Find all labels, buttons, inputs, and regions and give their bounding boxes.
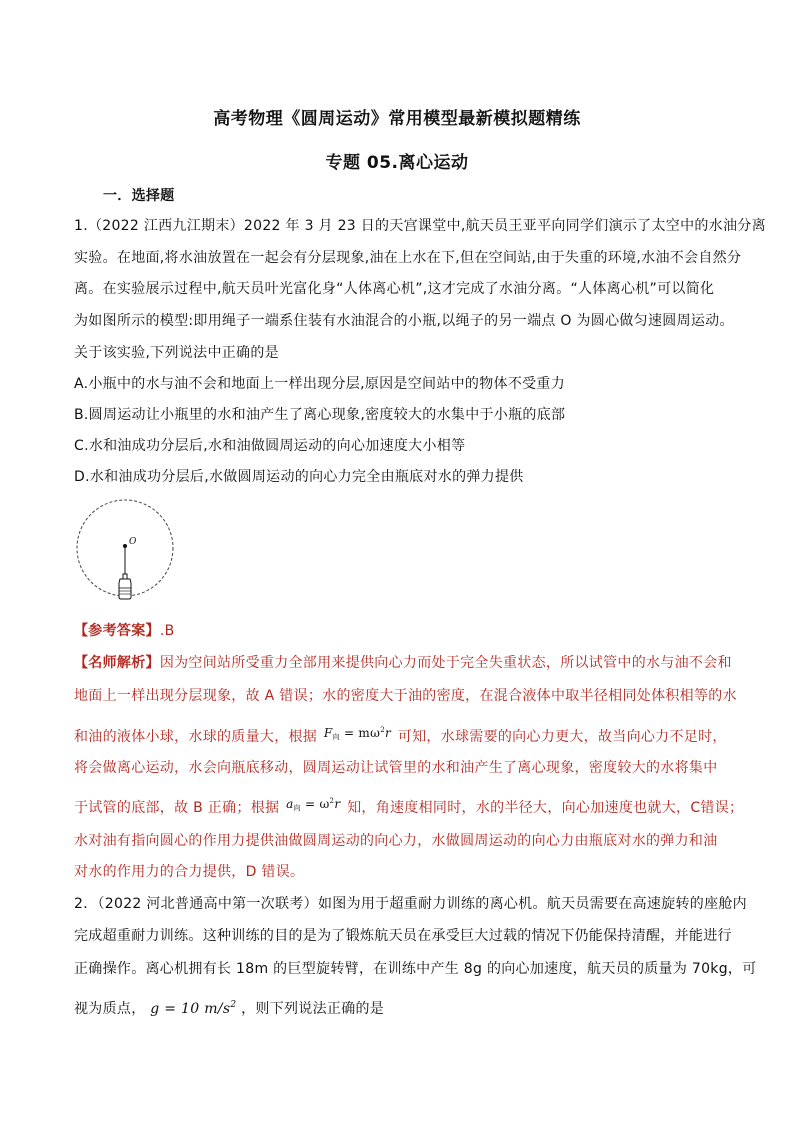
- q1-line-5: 关于该实验,下列说法中正确的是: [74, 345, 279, 361]
- q1-line-1: 1.（2022 江西九江期末）2022 年 3 月 23 日的天宫课堂中,航天员王亚平向同学们演示了太空中的水油分离: [74, 218, 766, 234]
- analysis-line-6: 水对油有指向圆心的作用力提供油做圆周运动的向心力，水做圆周运动的向心力由瓶底对水的弹力和油: [74, 833, 718, 849]
- analysis-line-5: [74, 797, 743, 817]
- centrifuge-diagram: [74, 498, 178, 606]
- q2-line-2: 完成超重耐力训练。这种训练的目的是为了锻炼航天员在承受巨大过载的情况下仍能保持清醒，并能进行: [74, 928, 732, 944]
- q1-option-d: D.水和油成功分层后,水做圆周运动的向心力完全由瓶底对水的弹力提供: [74, 469, 524, 485]
- document-subtitle: 专题 05.离心运动: [325, 153, 469, 173]
- section-heading: 一．选择题: [103, 188, 175, 204]
- q1-option-b: B.圆周运动让小瓶里的水和油产生了离心现象,密度较大的水集中于小瓶的底部: [74, 407, 566, 423]
- q2-line-4: [74, 998, 384, 1018]
- analysis-line-1: [74, 652, 732, 672]
- analysis-line-3: [74, 726, 727, 746]
- gravity-formula: g = 10 $m/s^2$: [150, 1000, 237, 1017]
- q1-line-4: 为如图所示的模型:即用绳子一端系住装有水油混合的小瓶,以绳子的另一端点 O 为圆心做匀速圆周运动。: [74, 313, 734, 329]
- q1-option-a: A.小瓶中的水与油不会和地面上一样出现分层,原因是空间站中的物体不受重力: [74, 376, 566, 392]
- q1-line-2: 实验。在地面,将水油放置在一起会有分层现象,油在上水在下,但在空间站,由于失重的环境,水油不会自然分: [74, 250, 742, 266]
- document-title: 高考物理《圆周运动》常用模型最新模拟题精练: [213, 109, 581, 129]
- analysis-line-4: 将会做离心运动，水会向瓶底移动，圆周运动让试管里的水和油产生了离心现象，密度较大的水将集中: [74, 760, 718, 776]
- analysis-text-5a: 于试管的底部，故 B 正确；根据: [74, 800, 280, 816]
- centripetal-acceleration-formula: $a_向 = \omega^2r$: [286, 797, 341, 812]
- analysis-line-7: 对水的作用力的合力提供，D 错误。: [74, 864, 305, 880]
- analysis-text-5b: 知，角速度相同时，水的半径大，向心加速度也就大，C错误；: [347, 800, 744, 816]
- q2-line-1: 2．（2022 河北普通高中第一次联考）如图为用于超重耐力训练的离心机。航天员需要在高速旋转的座舱内: [74, 896, 747, 912]
- analysis-line-2: 地面上一样出现分层现象，故 A 错误；水的密度大于油的密度，在混合液体中取半径相同处体积相等的水: [74, 688, 737, 704]
- analysis-text-1: 因为空间站所受重力全部用来提供向心力而处于完全失重状态，所以试管中的水与油不会和: [159, 655, 732, 671]
- q1-option-c: C.水和油成功分层后,水和油做圆周运动的向心加速度大小相等: [74, 438, 466, 454]
- q2-text-4a: 视为质点，: [74, 1001, 146, 1017]
- answer-value: .B: [159, 623, 175, 639]
- center-label: O: [129, 537, 137, 547]
- analysis-text-3b: 可知，水球需要的向心力更大，故当向心力不足时，: [397, 729, 727, 745]
- q1-line-3: 离。在实验展示过程中,航天员叶光富化身“人体离心机”,这才完成了水油分离。“人体离心机”可以简化: [74, 281, 715, 297]
- analysis-text-3a: 和油的液体小球，水球的质量大，根据: [74, 729, 318, 745]
- q2-text-4b: ，则下列说法正确的是: [241, 1001, 385, 1017]
- analysis-label: 【名师解析】: [74, 655, 160, 671]
- centripetal-force-formula: $F_向 = m\omega^2r$: [323, 726, 391, 741]
- q2-line-3: 正确操作。离心机拥有长 18m 的巨型旋转臂，在训练中产生 8g 的向心加速度，航天员的质量为 70kg，可: [74, 961, 757, 977]
- bottle-icon: [119, 574, 131, 599]
- answer-line: [74, 620, 174, 640]
- answer-label: 【参考答案】: [74, 623, 160, 639]
